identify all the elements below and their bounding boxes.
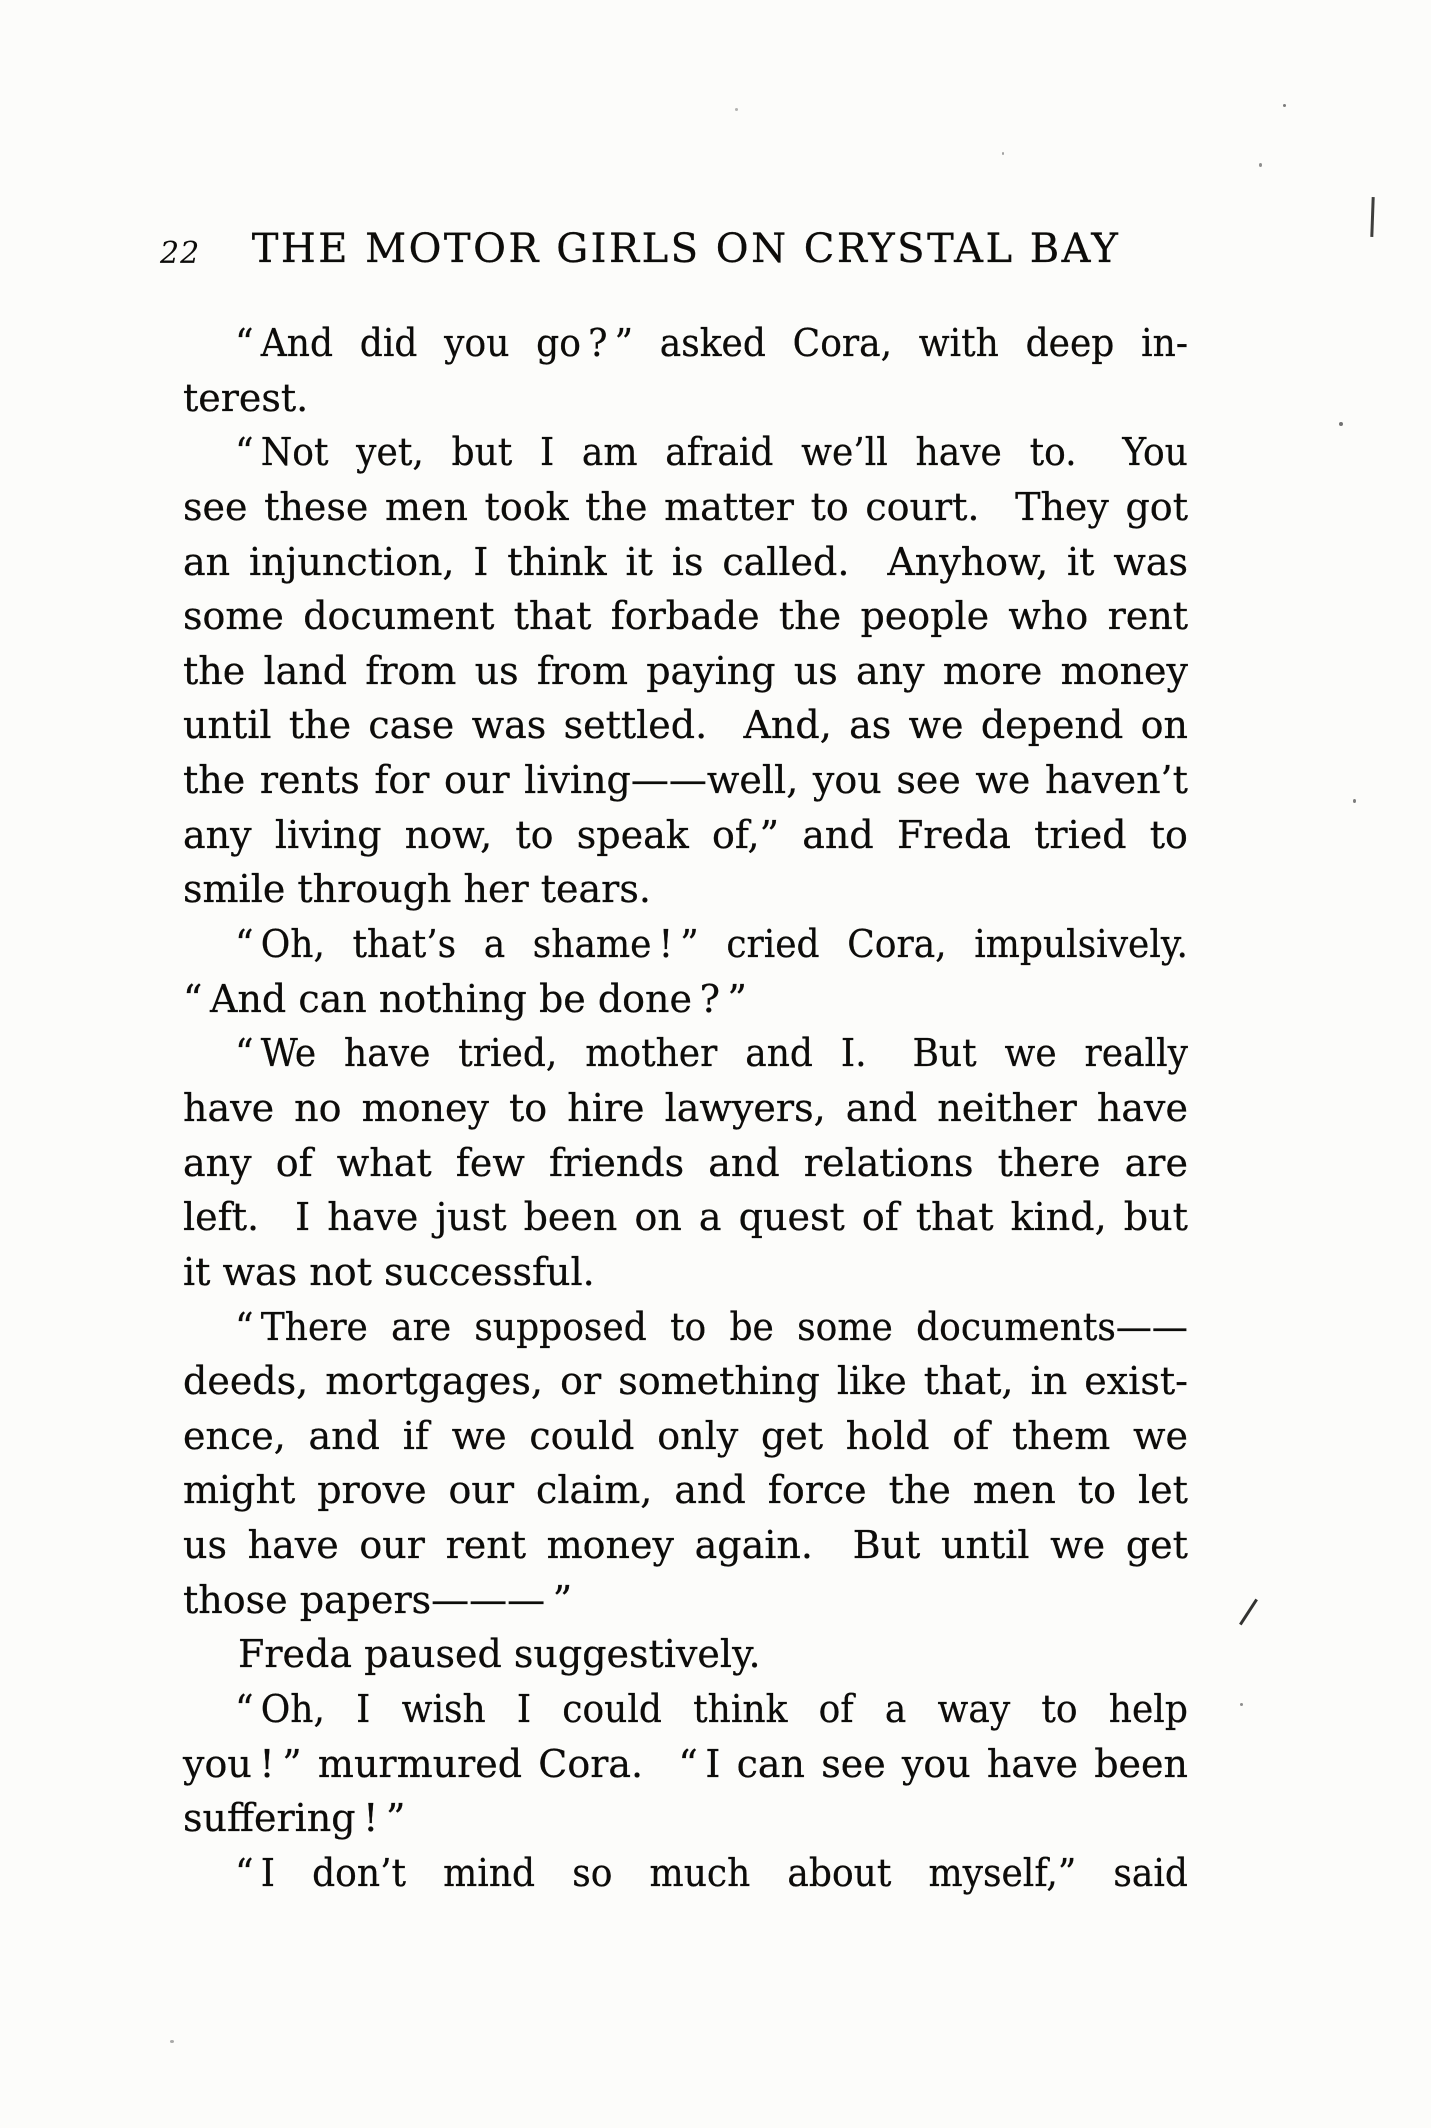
text-line: “ And did you go ? ” asked Cora, with deep in- xyxy=(235,321,1188,365)
text-line: “ There are supposed to be some documents—— xyxy=(235,1304,1188,1349)
text-line: “ We have tried, mother and I. But we really xyxy=(235,1031,1188,1076)
page-body xyxy=(183,316,1188,1901)
text-line: smile through her tears. xyxy=(183,867,651,912)
text-line: Freda paused suggestively. xyxy=(238,1632,761,1677)
text-line: it was not successful. xyxy=(183,1249,595,1294)
running-title: THE MOTOR GIRLS ON CRYSTAL BAY xyxy=(251,226,1121,272)
text-line: some document that forbade the people who rent xyxy=(183,594,1188,639)
scan-speck xyxy=(1353,799,1356,803)
text-line: “ Oh, that’s a shame ! ” cried Cora, impulsively. xyxy=(235,922,1188,967)
text-line: the land from us from paying us any more money xyxy=(183,648,1188,693)
paragraph xyxy=(183,1026,1188,1299)
text-line: terest. xyxy=(183,375,309,420)
paragraph xyxy=(183,1846,1188,1901)
text-line: “ And can nothing be done ? ” xyxy=(183,976,747,1021)
page-number: 22 xyxy=(160,236,201,271)
text-line: us have our rent money again. But until we get xyxy=(183,1523,1188,1568)
text-line: you ! ” murmured Cora. “ I can see you have been xyxy=(183,1741,1188,1786)
scan-speck xyxy=(735,108,738,111)
paragraph xyxy=(183,917,1188,1026)
text-line: deeds, mortgages, or something like that, in exist- xyxy=(183,1359,1188,1404)
text-line: have no money to hire lawyers, and neither have xyxy=(183,1085,1188,1130)
text-line: ence, and if we could only get hold of them we xyxy=(183,1413,1188,1458)
text-line: “ Not yet, but I am afraid we’ll have to. You xyxy=(235,430,1188,475)
scan-mark-vertical xyxy=(1370,197,1374,237)
paragraph xyxy=(183,1300,1188,1628)
scan-speck xyxy=(1339,422,1343,426)
text-line: might prove our claim, and force the men to let xyxy=(183,1468,1188,1513)
text-line: see these men took the matter to court. They got xyxy=(183,484,1188,529)
scan-speck xyxy=(1283,104,1286,107)
scan-speck xyxy=(1002,152,1004,155)
scan-mark-slash xyxy=(1239,1599,1258,1626)
text-line: until the case was settled. And, as we depend on xyxy=(183,703,1188,748)
paragraph xyxy=(183,316,1188,425)
paragraph xyxy=(183,1627,1188,1682)
scan-speck xyxy=(1259,163,1262,167)
text-line: those papers——— ” xyxy=(183,1577,573,1622)
text-line: any living now, to speak of,” and Freda tried to xyxy=(183,812,1188,857)
text-line: an injunction, I think it is called. Anyhow, it was xyxy=(183,539,1188,584)
text-line: suffering ! ” xyxy=(183,1796,406,1841)
text-line: left. I have just been on a quest of that kind, but xyxy=(183,1195,1188,1240)
paragraph xyxy=(183,1682,1188,1846)
scan-speck xyxy=(1240,1703,1243,1706)
text-line: the rents for our living——well, you see we haven’t xyxy=(183,758,1188,803)
text-line: any of what few friends and relations there are xyxy=(183,1140,1188,1185)
text-line: “ I don’t mind so much about myself,” said xyxy=(235,1850,1188,1895)
paragraph xyxy=(183,425,1188,917)
scan-speck xyxy=(170,2040,174,2043)
text-line: “ Oh, I wish I could think of a way to help xyxy=(235,1687,1188,1732)
